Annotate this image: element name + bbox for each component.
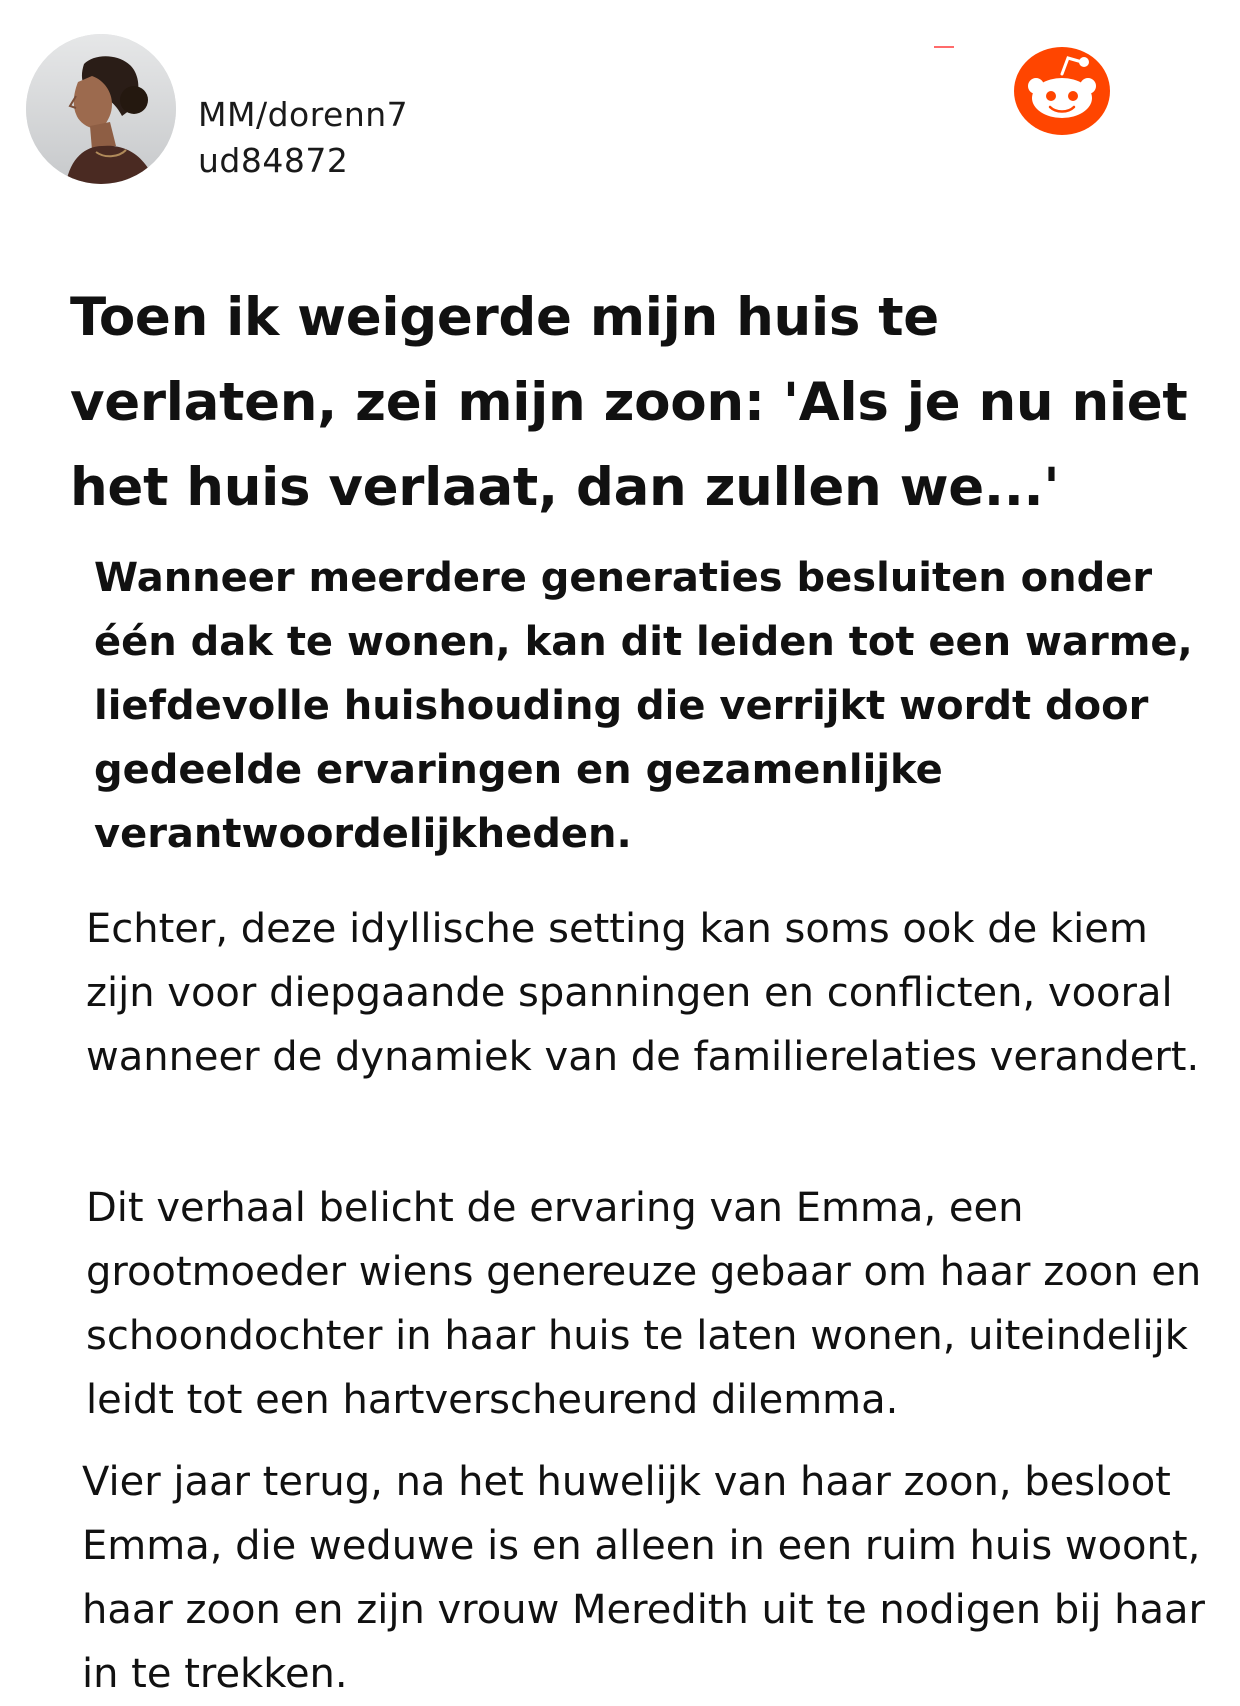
decorative-line (934, 46, 954, 48)
article-paragraph: Vier jaar terug, na het huwelijk van haar zoon, besloot Emma, die weduwe is en alleen in een ruim huis woont, haar zoon en zijn vrouw Meredith uit te nodigen bij haar in te trekken. (82, 1459, 1205, 1697)
avatar-image (26, 34, 176, 184)
reddit-logo-icon[interactable] (1012, 46, 1112, 136)
username[interactable]: MM/dorenn7 (198, 95, 409, 134)
article-paragraph: Echter, deze idyllische setting kan soms ook de kiem zijn voor diepgaande spanningen en conflicten, vooral wanneer de dynamiek van de familierelaties verandert. (86, 906, 1200, 1080)
article-paragraph: Dit verhaal belicht de ervaring van Emma, een grootmoeder wiens genereuze gebaar om haar zoon en schoondochter in haar huis te laten wonen, uiteindelijk leidt tot een hartverscheurend dilemma. (86, 1185, 1202, 1423)
user-handle: ud84872 (198, 141, 349, 180)
article-title: Toen ik weigerde mijn huis te verlaten, zei mijn zoon: 'Als je nu niet het huis verlaat, dan zullen we...' (70, 287, 1188, 518)
post-header (0, 0, 1240, 200)
avatar[interactable] (26, 34, 176, 184)
article-lead: Wanneer meerdere generaties besluiten onder één dak te wonen, kan dit leiden tot een warme, liefdevolle huishouding die verrijkt wordt door gedeelde ervaringen en gezamenlijke verantwoordelijkheden. (94, 555, 1193, 857)
reddit-alien-icon (1012, 46, 1112, 136)
